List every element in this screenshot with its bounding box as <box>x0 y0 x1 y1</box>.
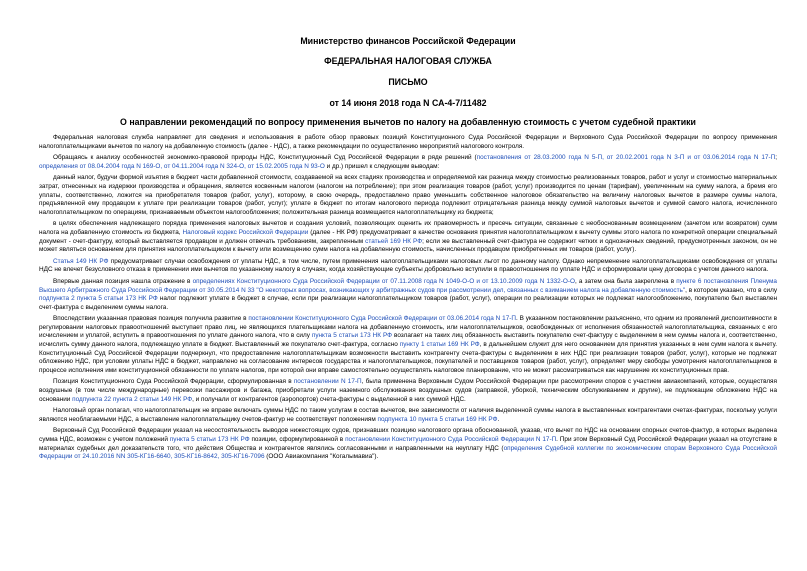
link-173-p5-b[interactable]: пункта 5 статьи 173 НК РФ <box>169 436 250 443</box>
paragraph-3: данный налог, будучи формой изъятия в бюджет части добавленной стоимости, создаваемой на всех стадиях производства и определяемой как разница между стоимостью реализованных товаров, работ и услуг и стоимостью материальных затрат, отнесенных на издержки производства и обращения, является косвенным налогом (налогом на потребление); при этом реализация товаров (работ, услуг) производится по ценам (тарифам), увеличенным на сумму налога, а бремя его уплаты, соответственно, ложится на приобретателя товаров (работ, услуг), которому, в свою очередь, предоставлено право уменьшить собственное налоговое обязательство на величину налоговых вычетов в размере суммы налога, предъявленной ему продавцом к уплате при реализации товаров (работ, услуг); уплате в бюджет по итогам налогового периода подлежит отрицательная разница между суммой налоговых вычетов и суммой самого налога, исчисленного налогоплательщиком по операциям, признаваемым объектом налогообложения; положительная разница возмещается налогоплательщику из бюджета; <box>39 174 777 216</box>
link-article-169[interactable]: статьей 169 НК РФ <box>365 237 423 245</box>
paragraph-6: Впервые данная позиция нашла отражение в определениях Конституционного Суда Российской Федерации от 07.11.2008 года N 1049-О-О и от 13.10.2009 года N 1332-О-О, а затем она была закреплена в пункте 6 постановления Пленума Высшего Арбитражного Суда Российской Федерации от 30.05.2014 N 33 "О некоторых вопросах, возникающих у арбитражных судов при рассмотрении дел, связанных с взиманием налога на добавленную стоимость", в котором указано, что в силу подпункта 2 пункта 5 статьи 173 НК РФ налог подлежит уплате в бюджет в случае, если при реализации налогоплательщиком товаров (работ, услуг), операции по реализации которых не подлежат налогообложению, покупателю был выставлен счет-фактура с выделением суммы налога. <box>39 277 778 311</box>
link-resolution-17p[interactable]: постановлении Конституционного Суда Российской Федерации от 03.06.2014 года N 17-П <box>248 315 516 323</box>
paragraph-1: Федеральная налоговая служба направляет для сведения и использования в работе обзор правовых позиций Конституционного Суда Российской Федерации и Верховного Суда Российской Федерации по вопросу применения налогоплательщиками вычетов по налогу на добавленную стоимость (далее - НДС), а также рекомендации по осуществлению мероприятий налогового контроля. <box>39 134 777 150</box>
ministry-title: Министерство финансов Российской Федерации <box>300 36 516 46</box>
paragraph-9: Налоговый орган полагал, что налогоплательщик не вправе включать суммы НДС по таким услугам в состав вычетов, вне зависимости от наличия выделенной суммы налога в выставленных контрагентами счетах-фактурах, поскольку услуги являются необлагаемыми НДС, а выставление налогоплательщику счетов-фактур не соответствует положениям подпункта 10 пункта 5 статьи 169 НК РФ. <box>39 407 777 423</box>
link-173-sub2[interactable]: подпункта 2 пункта 5 статьи 173 НК РФ <box>39 295 158 303</box>
paragraph-2: Обращаясь к анализу особенностей экономико-правовой природы НДС, Конституционный Суд Российской Федерации в ряде решений (постановления от 28.03.2000 года N 5-П, от 20.02.2001 года N 3-П и от 03.06.2014 года N 17-П; определения от 08.04.2004 года N 169-О, от 04.11.2004 года N 324-О, от 15.02.2005 года N 93-О и др.) пришел к следующим выводам: <box>39 154 777 170</box>
doc-type: ПИСЬМО <box>388 77 428 87</box>
doc-subject: О направлении рекомендаций по вопросу применения вычетов по налогу на добавленную стоимость с учетом судебной практики <box>120 117 696 127</box>
link-const-court-rulings[interactable]: определениях Конституционного Суда Российской Федерации от 07.11.2008 года N 1049-О-О и от 13.10.2009 года N 1332-О-О <box>192 277 575 285</box>
link-173-p5[interactable]: пункта 5 статьи 173 НК РФ <box>311 332 393 340</box>
paragraph-5: Статья 149 НК РФ предусматривает случаи освобождения от уплаты НДС, в том числе, путем применения налогоплательщиками налоговых льгот по данному налогу. Однако непременение налогоплательщиками освобождения от уплаты НДС не влечет безусловного отказа в применении ими вычетов по указанному налогу в случаях, когда хозяйствующие субъекты добровольно вступили в правоотношения по уплате НДС и сформировали цену договора с учетом данного налога. <box>39 257 777 274</box>
link-tax-code[interactable]: Налоговый кодекс Российской Федерации <box>182 228 309 236</box>
link-article-149[interactable]: Статья 149 НК РФ <box>53 257 109 265</box>
link-169-p1[interactable]: пункту 1 статьи 169 НК РФ <box>399 341 480 349</box>
link-resolutions[interactable]: постановления от 28.03.2000 года N 5-П, от 20.02.2001 года N 3-П и от 03.06.2014 года N 17-П <box>476 154 776 162</box>
link-rulings[interactable]: определения от 08.04.2004 года N 169-О, от 04.11.2004 года N 324-О, от 15.02.2005 года N 93-О <box>39 162 325 170</box>
document-body <box>39 134 777 465</box>
link-149-sub22[interactable]: подпункта 22 пункта 2 статьи 149 НК РФ <box>72 395 193 403</box>
paragraph-4: в целях обеспечения надлежащего порядка применения налоговых вычетов и создания условий, позволяющих оценить их правомерность и пресечь ситуации, связанные с необоснованным возмещением (зачетом или возвратом) сумм налога на добавленную стоимость из бюджета, Налоговый кодекс Российской Федерации (далее - НК РФ) предусматривает в качестве основания принятия налогоплательщиком к вычету суммы этого налога по конкретной операции специальный документ - счет-фактуру, который выставляется продавцом и должен отвечать требованиям, закрепленным статьей 169 НК РФ; если же выставленный счет-фактура не содержит четких и однозначных сведений, предусмотренных законом, он не может являться основанием для принятия налогоплательщиком к вычету или возмещению сумм налога на добавленную стоимость, начисленных продавцом приобретенных им товаров (работ, услуг). <box>39 220 777 254</box>
link-supreme-court-rulings[interactable]: определения Судебной коллегии по экономическим спорам Верховного Суда Российской Федерации от 24.10.2016 NN 305-КГ16-6640, 305-КГ16-8642, 305-КГ16-7096 <box>39 444 777 461</box>
paragraph-7: Впоследствии указанная правовая позиция получила развитие в постановлении Конституционного Суда Российской Федерации от 03.06.2014 года N 17-П. В указанном постановлении разъяснено, что одним из проявлений диспозитивности в регулировании налоговых правоотношений выступает право лиц, не являющихся плательщиками налога на добавленную стоимость, или налогоплательщиков, освобожденных от исполнения обязанностей налогоплательщика, связанных с его исчислением и уплатой, вступить в правоотношения по уплате данного налога, что в силу пункта 5 статьи 173 НК РФ возлагает на таких лиц обязанность выставить покупателю счет-фактуру с выделением в нем суммы налога и, соответственно, исчислить сумму данного налога, подлежащую уплате в бюджет. Выставленный же покупателю счет-фактура, согласно пункту 1 статьи 169 НК РФ, в дальнейшем служит для него основанием для принятия указанных в нем сумм налога к вычету. Конституционный Суд Российской Федерации подчеркнул, что предоставление налогоплательщикам возможности выставить контрагенту счета-фактуры с выделением в них НДС при реализации товаров (работ, услуг), которые не подлежат обложению НДС, при условии уплаты НДС в бюджет, направлено на согласование интересов государства и налогоплательщиков, покупателей и поставщиков товаров (работ, услуг), определяет меру свободы усмотрения налогоплательщиков в процессе исполнения ими конституционной обязанности по уплате налогов, при которой они вправе самостоятельно осуществлять налоговое планирование, что не может рассматриваться как нарушение их конституционных прав. <box>39 315 778 374</box>
doc-date-number: от 14 июня 2018 года N СА-4-7/11482 <box>329 98 487 108</box>
link-const-court-17p[interactable]: постановлении Конституционного Суда Российской Федерации N 17-П <box>345 436 557 443</box>
paragraph-8: Позиция Конституционного Суда Российской Федерации, сформулированная в постановлении N 17-П, была применена Верховным Судом Российской Федерации при рассмотрении споров с участием авиакомпаний, которые, осуществляя воздушные (в том числе международные) перевозки пассажиров и багажа, приобретали услуги наземного обслуживания воздушных судов (заправкой, уборкой, техническим обслуживанием и другие), не подлежащие обложению НДС на основании подпункта 22 пункта 2 статьи 149 НК РФ, и получали от контрагентов (аэропортов) счета-фактуры с выделенной в них суммой НДС. <box>39 378 777 403</box>
service-title: ФЕДЕРАЛЬНАЯ НАЛОГОВАЯ СЛУЖБА <box>324 56 492 66</box>
link-plenum-resolution[interactable]: пункте 6 постановления Пленума Высшего Арбитражного Суда Российской Федерации от 30.05.2014 N 33 "О некоторых вопросах, возникающих у арбитражных судов при рассмотрении дел, связанных с взиманием налога на добавленную стоимость" <box>39 277 777 294</box>
link-17p[interactable]: постановлении N 17-П <box>293 378 362 386</box>
link-169-sub10[interactable]: подпункта 10 пункта 5 статьи 169 НК РФ <box>377 415 498 423</box>
document-page <box>39 0 777 571</box>
paragraph-10: Верховный Суд Российской Федерации указал на несостоятельность выводов нижестоящих судов, признавших позицию налогового органа обоснованной, указав, что вычет по НДС на основании спорных счетов-фактур, в которых выделена сумма НДС, возможен с учетом положений пункта 5 статьи 173 НК РФ позиции, сформулированной в постановлении Конституционного Суда Российской Федерации N 17-П. При этом Верховный Суд Российской Федерации указал на отсутствие в материалах судебных дел доказательств того, что действия Общества и контрагентов являлись согласованными и направленными на неуплату НДС (определения Судебной коллегии по экономическим спорам Верховного Суда Российской Федерации от 24.10.2016 NN 305-КГ16-6640, 305-КГ16-8642, 305-КГ16-7096 (ООО Авиакомпания "Когалымавиа"). <box>39 427 777 461</box>
